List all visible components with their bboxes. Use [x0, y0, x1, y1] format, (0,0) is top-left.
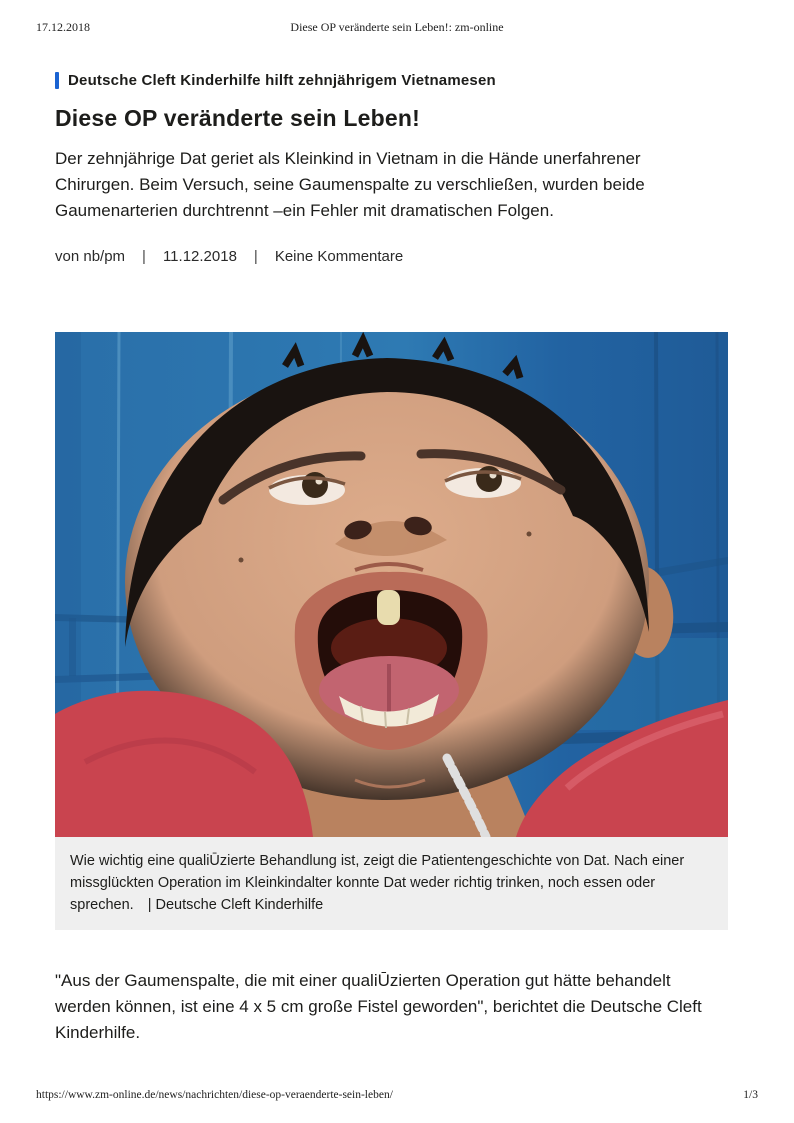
byline	[55, 248, 728, 265]
single-upper-tooth	[377, 590, 400, 625]
body-paragraph: "Aus der Gaumenspalte, die mit einer qualiŪzierten Operation gut hätte behandelt werden können, ist eine 4 x 5 cm große Fistel geworden", berichtet die Deutsche Cleft Kinderhilfe.	[55, 971, 702, 1042]
photo-caption	[55, 837, 728, 930]
print-url: https://www.zm-online.de/news/nachrichten/diese-op-veraenderte-sein-leben/	[36, 1089, 393, 1101]
caption-text: Wie wichtig eine qualiŪzierte Behandlung ist, zeigt die Patientengeschichte von Dat. Nach einer missglückten Operation im Kleinkindalter konnte Dat weder richtig trinken, noch essen oder sprechen.	[70, 853, 685, 913]
mole	[527, 532, 532, 537]
article-photo-figure	[55, 332, 728, 930]
lead-paragraph: Der zehnjährige Dat geriet als Kleinkind in Vietnam in die Hände unerfahrener Chirurgen. Beim Versuch, seine Gaumenspalte zu verschließen, wurden beide Gaumenarterien durchtrennt –ein Fehler mit dramatischen Folgen.	[55, 149, 645, 220]
byline-separator: |	[142, 248, 146, 265]
article	[55, 70, 728, 1063]
byline-comments-link[interactable]: Keine Kommentare	[274, 248, 404, 265]
byline-separator: |	[253, 248, 258, 265]
byline-date: 11.12.2018	[162, 248, 237, 265]
kicker-label: Deutsche Cleft Kinderhilfe hilft zehnjährigem Vietnamesen	[68, 71, 496, 89]
kicker-accent-bar	[55, 72, 59, 89]
byline-author: von nb/pm	[55, 248, 126, 265]
print-header	[0, 20, 794, 36]
print-page-number: 1/3	[743, 1089, 758, 1101]
print-footer	[0, 1089, 794, 1105]
print-date: 17.12.2018	[36, 20, 90, 34]
article-photo	[55, 332, 728, 837]
kicker	[55, 70, 728, 90]
mole	[239, 558, 244, 563]
caption-credit: | Deutsche Cleft Kinderhilfe	[147, 897, 324, 913]
headline: Diese OP veränderte sein Leben!	[55, 105, 420, 131]
print-page-title: Diese OP veränderte sein Leben!: zm-online	[290, 20, 504, 34]
